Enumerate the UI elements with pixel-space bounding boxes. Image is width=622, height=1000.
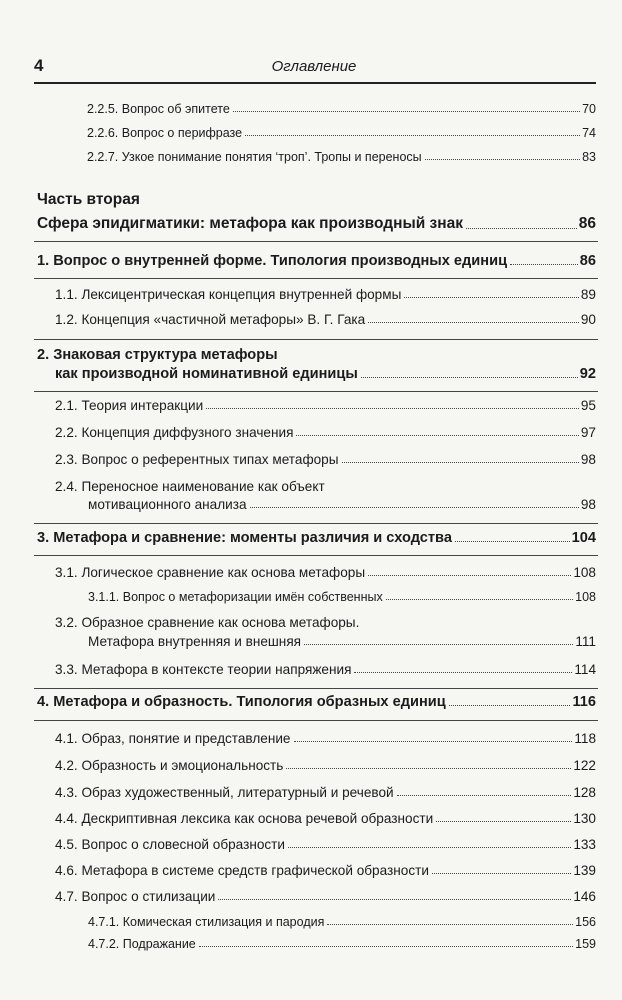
- toc-entry-page: 92: [579, 366, 596, 382]
- section-divider: [34, 391, 598, 392]
- toc-entry[interactable]: [55, 758, 596, 773]
- toc-entry-title-line1: 2.4. Переносное наименование как объект: [55, 479, 325, 494]
- toc-entry-page: 128: [573, 785, 596, 800]
- toc-entry-page: 98: [580, 497, 596, 512]
- toc-entry-title: 4.2. Образность и эмоциональность: [55, 758, 284, 773]
- dot-leader: [386, 599, 573, 600]
- toc-entry-title: 2.2.5. Вопрос об эпитете: [87, 102, 230, 116]
- toc-entry-page: 108: [575, 590, 596, 604]
- toc-entry[interactable]: [88, 590, 596, 604]
- toc-entry[interactable]: [55, 287, 596, 302]
- dot-leader: [250, 507, 579, 508]
- toc-entry-title: 4.3. Образ художественный, литературный и речевой: [55, 785, 394, 800]
- dot-leader: [368, 575, 571, 576]
- dot-leader: [218, 899, 571, 900]
- toc-entry[interactable]: [55, 312, 596, 327]
- dot-leader: [245, 135, 580, 136]
- toc-entry-title: 1.1. Лексицентрическая концепция внутренней формы: [55, 287, 402, 302]
- toc-entry-page: 116: [572, 694, 596, 710]
- dot-leader: [466, 228, 577, 229]
- toc-entry[interactable]: [55, 731, 596, 746]
- section-divider: [34, 523, 598, 524]
- toc-entry-title: 1.2. Концепция «частичной метафоры» В. Г. Гака: [55, 312, 366, 327]
- section-divider: [34, 720, 598, 721]
- toc-entry-page: 114: [574, 662, 596, 677]
- toc-entry-page: 156: [575, 915, 596, 929]
- toc-entry-page: 95: [580, 398, 596, 413]
- dot-leader: [288, 847, 571, 848]
- toc-entry-page: 159: [575, 937, 596, 951]
- toc-entry-page: 133: [573, 837, 596, 852]
- toc-entry-title: 4.5. Вопрос о словесной образности: [55, 837, 286, 852]
- toc-entry-page: 70: [582, 102, 596, 116]
- toc-entry-title: 4.4. Дескриптивная лексика как основа речевой образности: [55, 811, 434, 826]
- dot-leader: [368, 322, 579, 323]
- toc-entry-chapter[interactable]: [37, 530, 596, 546]
- toc-entry-page: 130: [573, 811, 596, 826]
- toc-entry-title: 2.2. Концепция диффузного значения: [55, 425, 294, 440]
- section-divider: [34, 241, 598, 242]
- toc-entry-title: 2.2.6. Вопрос о перифразе: [87, 126, 243, 140]
- toc-entry-title: 4.7. Вопрос о стилизации: [55, 889, 216, 904]
- toc-entry[interactable]: [55, 889, 596, 904]
- dot-leader: [199, 946, 573, 947]
- header-rule: [34, 82, 596, 84]
- toc-entry[interactable]: [88, 497, 596, 512]
- toc-entry-chapter[interactable]: [37, 694, 596, 710]
- dot-leader: [455, 541, 570, 542]
- toc-entry[interactable]: [55, 837, 596, 852]
- toc-entry[interactable]: [87, 102, 596, 116]
- toc-entry-title: Метафора внутренняя и внешняя: [88, 634, 302, 649]
- toc-entry-page: 111: [575, 634, 596, 649]
- toc-entry-page: 122: [573, 758, 596, 773]
- dot-leader: [361, 377, 578, 378]
- toc-entry-title: 3.3. Метафора в контексте теории напряжения: [55, 662, 352, 677]
- dot-leader: [436, 821, 571, 822]
- toc-entry[interactable]: [55, 398, 596, 413]
- toc-entry[interactable]: [55, 662, 596, 677]
- toc-entry-page: 83: [582, 150, 596, 164]
- toc-entry-title: 4.7.2. Подражание: [88, 937, 196, 951]
- dot-leader: [342, 462, 579, 463]
- toc-entry[interactable]: [88, 915, 596, 929]
- toc-entry-page: 98: [580, 452, 596, 467]
- toc-entry-title: Сфера эпидигматики: метафора как производный знак: [37, 215, 463, 232]
- dot-leader: [404, 297, 579, 298]
- dot-leader: [425, 159, 580, 160]
- toc-entry-title: 3.1.1. Вопрос о метафоризации имён собственных: [88, 590, 383, 604]
- section-divider: [34, 555, 598, 556]
- toc-entry[interactable]: [55, 425, 596, 440]
- toc-entry[interactable]: [88, 634, 596, 649]
- toc-entry-page: 74: [582, 126, 596, 140]
- toc-entry-title: 2.3. Вопрос о референтных типах метафоры: [55, 452, 339, 467]
- toc-entry[interactable]: [55, 863, 596, 878]
- toc-entry-page: 86: [578, 215, 596, 232]
- toc-entry-page: 118: [574, 731, 596, 746]
- running-title: Оглавление: [271, 58, 357, 75]
- toc-entry-page: 86: [579, 253, 596, 269]
- toc-entry[interactable]: [55, 452, 596, 467]
- dot-leader: [233, 111, 580, 112]
- toc-entry-page: 146: [573, 889, 596, 904]
- toc-entry-title: 2.2.7. Узкое понимание понятия ‘троп’. Тропы и переносы: [87, 150, 422, 164]
- toc-entry[interactable]: [55, 785, 596, 800]
- toc-entry-chapter[interactable]: [37, 253, 596, 269]
- toc-entry-part[interactable]: [37, 215, 596, 233]
- toc-entry-page: 108: [573, 565, 596, 580]
- toc-entry[interactable]: [55, 811, 596, 826]
- part-label: Часть вторая: [37, 191, 140, 208]
- toc-entry-title: как производной номинативной единицы: [55, 366, 358, 382]
- toc-entry[interactable]: [87, 150, 596, 164]
- toc-entry-chapter[interactable]: [55, 366, 596, 382]
- dot-leader: [327, 924, 573, 925]
- dot-leader: [304, 644, 573, 645]
- toc-entry-page: 90: [580, 312, 596, 327]
- toc-entry[interactable]: [55, 565, 596, 580]
- dot-leader: [354, 672, 572, 673]
- dot-leader: [286, 768, 571, 769]
- toc-entry-title: 3. Метафора и сравнение: моменты различия и сходства: [37, 530, 452, 546]
- toc-entry-title: 3.1. Логическое сравнение как основа метафоры: [55, 565, 366, 580]
- dot-leader: [294, 741, 573, 742]
- dot-leader: [432, 873, 571, 874]
- dot-leader: [510, 264, 578, 265]
- toc-entry-title: 1. Вопрос о внутренней форме. Типология производных единиц: [37, 253, 508, 269]
- toc-entry-title: 2.1. Теория интеракции: [55, 398, 204, 413]
- toc-entry-title: 4.6. Метафора в системе средств графической образности: [55, 863, 429, 878]
- section-divider: [34, 339, 598, 340]
- toc-entry-title-line1: 2. Знаковая структура метафоры: [37, 347, 278, 363]
- toc-entry-title: 4. Метафора и образность. Типология образных единиц: [37, 694, 446, 710]
- section-divider: [34, 278, 598, 279]
- toc-entry-title: 4.1. Образ, понятие и представление: [55, 731, 291, 746]
- toc-entry-title: мотивационного анализа: [88, 497, 247, 512]
- dot-leader: [206, 408, 579, 409]
- toc-entry-page: 139: [573, 863, 596, 878]
- page-number: 4: [34, 56, 44, 75]
- section-divider: [34, 688, 598, 689]
- dot-leader: [296, 435, 578, 436]
- dot-leader: [449, 705, 571, 706]
- toc-entry-title-line1: 3.2. Образное сравнение как основа метафоры.: [55, 615, 360, 630]
- page-header: [34, 56, 594, 78]
- toc-entry[interactable]: [87, 126, 596, 140]
- toc-entry-page: 97: [580, 425, 596, 440]
- toc-entry[interactable]: [88, 937, 596, 951]
- dot-leader: [397, 795, 572, 796]
- toc-entry-page: 89: [580, 287, 596, 302]
- toc-entry-page: 104: [571, 530, 596, 546]
- toc-entry-title: 4.7.1. Комическая стилизация и пародия: [88, 915, 325, 929]
